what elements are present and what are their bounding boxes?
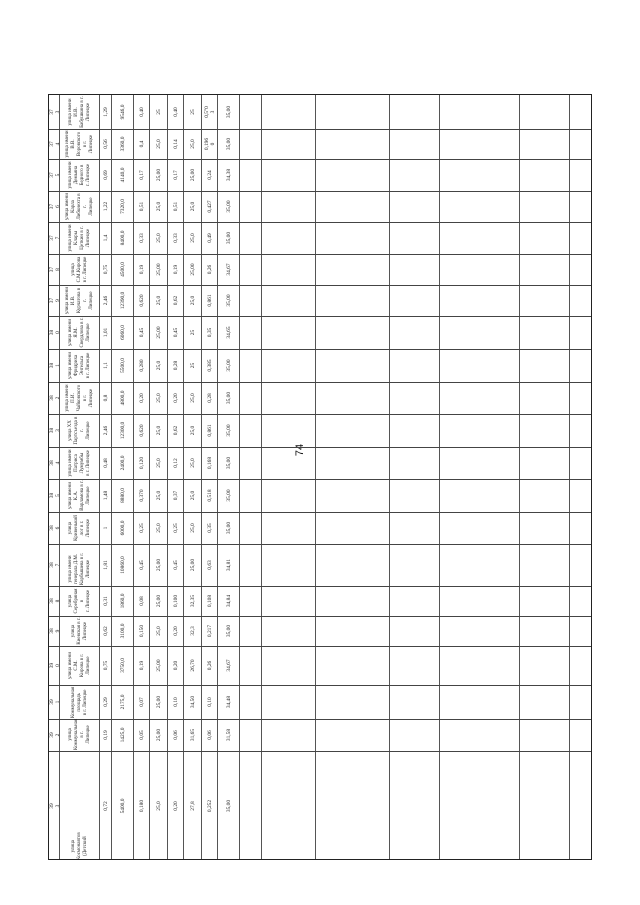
value-cell: 0,180	[139, 799, 145, 813]
row-number-cell: 38 5	[49, 492, 61, 499]
value-cell: 0,45	[173, 327, 179, 338]
value-cell: 2,46	[103, 295, 109, 306]
value-cell: 0,28	[207, 393, 213, 403]
row-number-cell: 38 7	[49, 562, 61, 568]
value-cell: 1,01	[103, 327, 109, 338]
value-cell: 0,45	[139, 560, 145, 570]
value-cell: 0,4	[139, 140, 145, 148]
street-name-cell: улица имени В.В. Воровского в г. Липецке	[65, 130, 94, 158]
value-cell: 25,0	[156, 233, 162, 243]
row-number-cell: 38 1	[49, 362, 61, 369]
value-cell: 0,75	[103, 660, 109, 671]
value-cell: 0,427	[207, 200, 213, 213]
value-cell: 0,51	[139, 201, 145, 212]
value-cell: 0,518	[207, 489, 213, 502]
value-cell: 32,3	[190, 626, 196, 636]
value-cell: 0,168	[207, 456, 213, 470]
value-cell: 0,33	[139, 233, 145, 243]
value-cell: 25,0	[190, 458, 196, 468]
value-cell: 34,67	[226, 263, 232, 276]
value-cell: 35,00	[226, 105, 232, 119]
value-cell: 35,00	[226, 200, 232, 213]
value-cell: 0,49	[207, 233, 213, 243]
value-cell: 35,00	[226, 391, 232, 405]
value-cell: 25	[156, 109, 162, 115]
value-cell: 3100,0	[120, 623, 126, 639]
value-cell: 0,69	[103, 170, 109, 180]
value-cell: 25,00	[190, 168, 196, 182]
row-number-cell: 39 2	[49, 732, 61, 738]
value-cell: 0,08	[139, 596, 145, 606]
street-name-cell: улица имени Карла Либкнехта в г. Липецке	[65, 193, 94, 221]
value-cell: 25,0	[190, 201, 196, 212]
value-cell: 34,38	[226, 168, 232, 182]
street-name-cell: улица имени С.М. Кирова в г. Липецке	[68, 652, 91, 680]
value-cell: 25,0	[156, 425, 162, 436]
row-number-cell: 37 9	[49, 297, 61, 304]
street-name-cell: улица Космонавтов (Детский	[71, 832, 88, 860]
value-cell: 25,00	[190, 263, 196, 276]
value-cell: 25,0	[156, 801, 162, 811]
value-cell: 27,8	[190, 801, 196, 811]
value-cell: 25,00	[190, 558, 196, 572]
value-cell: 4140,0	[120, 167, 126, 183]
value-cell: 25,00	[156, 594, 162, 608]
value-cell: 34,65	[226, 326, 232, 339]
row-number-cell: 37 7	[49, 235, 61, 241]
row-number-cell: 39 0	[49, 662, 61, 669]
value-cell: 25	[190, 109, 196, 115]
value-cell: 25,0	[156, 490, 162, 501]
value-cell: 0,620	[139, 424, 145, 437]
street-name-cell: улица С.М.Кирова в г. Липецке	[71, 256, 88, 283]
value-cell: 0,35	[207, 327, 213, 338]
row-number-cell: 38 8	[49, 598, 61, 604]
value-cell: 35,00	[226, 799, 232, 813]
value-cell: 35,00	[226, 137, 232, 151]
data-table	[48, 94, 592, 860]
street-name-cell: улица Кривенький лог в г. Липецке	[68, 515, 91, 541]
value-cell: 1860,0	[120, 593, 126, 609]
column-divider	[519, 95, 520, 859]
value-cell: 0,108	[207, 594, 213, 608]
value-cell: 0,861	[207, 424, 213, 437]
value-cell: 1,48	[103, 490, 109, 501]
value-cell: 0,25	[139, 523, 145, 533]
value-cell: 0,05	[139, 730, 145, 740]
value-cell: 35,00	[226, 231, 232, 245]
value-cell: 0,14	[173, 139, 179, 149]
value-cell: 25,0	[190, 233, 196, 243]
row-number-cell: 38 2	[49, 395, 61, 401]
value-cell: 0,75	[103, 264, 109, 275]
value-cell: 0,35	[207, 523, 213, 533]
value-cell: 31,58	[226, 728, 232, 742]
value-cell: 12300,0	[120, 421, 126, 440]
row-number-cell: 38 9	[49, 628, 61, 634]
value-cell: 0,100	[173, 594, 179, 608]
row-number-cell: 37 8	[49, 266, 61, 273]
value-cell: 3750,0	[120, 658, 126, 673]
value-cell: 5400,0	[120, 798, 126, 814]
value-cell: 0,280	[139, 359, 145, 372]
street-name-cell: улица имени П.И. Чайковского в г. Липецке	[65, 384, 94, 412]
value-cell: 34,81	[226, 558, 232, 572]
street-name-cell: улица имени И.В. Курчатова в г. Липецке	[65, 287, 94, 315]
value-cell: 0,150	[139, 624, 145, 638]
street-name-cell: улица Коммунальная в г. Липецке	[68, 718, 91, 750]
value-cell: 34,84	[226, 594, 232, 608]
value-cell: 0,620	[139, 294, 145, 307]
value-cell: 2,46	[103, 425, 109, 436]
page-number: 74	[294, 443, 306, 457]
value-cell: 1	[103, 526, 109, 530]
value-cell: 0,385	[207, 359, 213, 372]
value-cell: 0,56	[103, 139, 109, 149]
value-cell: 0,40	[173, 107, 179, 117]
value-cell: 26,70	[190, 659, 196, 672]
value-cell: 0,07	[139, 697, 145, 707]
value-cell: 0,45	[173, 560, 179, 570]
value-cell: 25	[190, 329, 196, 336]
value-cell: 0,33	[173, 233, 179, 243]
value-cell: 3360,0	[120, 136, 126, 152]
value-cell: 1,4	[103, 234, 109, 242]
value-cell: 25,00	[156, 168, 162, 182]
value-cell: 25,0	[156, 295, 162, 306]
value-cell: 34,67	[226, 659, 232, 672]
value-cell: 5500,0	[120, 358, 126, 373]
value-cell: 25,0	[190, 490, 196, 501]
value-cell: 0,06	[173, 730, 179, 740]
street-name-cell: улица имени Патриса Лумумбы в г. Липецке	[68, 449, 91, 477]
row-number-cell: 37 4	[49, 141, 61, 147]
street-name-cell: улица имени генерала Д.М. Карбышева в г. Липецке	[68, 552, 91, 585]
value-cell: 35,00	[226, 489, 232, 502]
value-cell: 0,25	[173, 523, 179, 533]
street-name-cell: улица XX Партсъезда в г. Липецке	[68, 416, 91, 445]
value-cell: 25,0	[156, 458, 162, 468]
column-divider	[569, 95, 570, 859]
value-cell: 4500,0	[120, 262, 126, 277]
row-number-cell: 38 6	[49, 525, 61, 531]
value-cell: 0,62	[173, 295, 179, 306]
value-cell: 31,65	[190, 728, 196, 742]
value-cell: 4800,0	[120, 390, 126, 406]
value-cell: 0,120	[139, 456, 145, 470]
value-cell: 9546,0	[120, 104, 126, 120]
row-number-cell: 37 6	[49, 203, 61, 210]
value-cell: 0,19	[173, 264, 179, 275]
value-cell: 0,45	[139, 327, 145, 338]
value-cell: 0,31	[103, 596, 109, 606]
value-cell: 34,50	[190, 695, 196, 709]
value-cell: 25,00	[156, 326, 162, 339]
column-divider	[315, 95, 316, 859]
value-cell: 0,19	[139, 660, 145, 671]
row-number-cell: 37 5	[49, 172, 61, 178]
value-cell: 0,62	[103, 626, 109, 636]
row-number-cell: 38 4	[49, 460, 61, 466]
value-cell: 25,0	[156, 201, 162, 212]
value-cell: 1,22	[103, 201, 109, 212]
row-number-cell: 38 0	[49, 329, 61, 336]
value-cell: 0,5°0 3	[204, 106, 216, 118]
value-cell: 0,196 0	[204, 137, 216, 151]
value-cell: 35,00	[226, 624, 232, 638]
value-cell: 0,20	[173, 393, 179, 403]
street-name-cell: улица имени К.А. Варламова в г. Липецке	[68, 480, 91, 511]
value-cell: 25,0	[156, 139, 162, 149]
value-cell: 25,0	[156, 360, 162, 371]
value-cell: 12390,0	[120, 291, 126, 310]
value-cell: 0,12	[173, 458, 179, 468]
street-name-cell: улица имени Клары Цеткин в г. Липецке	[68, 224, 91, 252]
value-cell: 0,62	[173, 425, 179, 436]
value-cell: 0,51	[173, 201, 179, 212]
value-cell: 1,1	[103, 362, 109, 369]
value-cell: 0,17	[173, 170, 179, 180]
column-divider	[439, 95, 440, 859]
value-cell: 0,17	[139, 170, 145, 180]
value-cell: 0,20	[173, 626, 179, 636]
value-cell: 25,00	[156, 558, 162, 572]
value-cell: 6060,0	[120, 325, 126, 340]
value-cell: 0,48	[103, 458, 109, 468]
value-cell: 0,370	[139, 489, 145, 502]
value-cell: 35,00	[226, 424, 232, 437]
street-name-cell: улица имени Демьяна Бедного в г. Липецке	[68, 161, 91, 189]
value-cell: 0,26	[207, 264, 213, 275]
value-cell: 25,0	[156, 523, 162, 533]
value-cell: 0,10	[173, 697, 179, 707]
row-number-cell: 39 3	[49, 803, 61, 809]
value-cell: 8400,0	[120, 230, 126, 246]
column-divider	[389, 95, 390, 859]
value-cell: 0,8	[103, 394, 109, 402]
value-cell: 0,29	[103, 697, 109, 707]
value-cell: 0,217	[207, 624, 213, 638]
value-cell: 10860,0	[120, 556, 126, 574]
row-number-cell: 39 1	[49, 699, 61, 705]
street-name-cell: улица имени Фридриха Энгельса в г. Липецке	[68, 352, 91, 380]
value-cell: 1,29	[103, 107, 109, 117]
value-cell: 0,24	[207, 170, 213, 180]
value-cell: 35,00	[226, 456, 232, 470]
value-cell: 0,63	[207, 560, 213, 570]
value-cell: 8880,0	[120, 488, 126, 503]
value-cell: 25,00	[156, 728, 162, 742]
value-cell: 34,48	[226, 695, 232, 709]
value-cell: 35,00	[226, 521, 232, 535]
street-name-cell: улица имени И.В. Бабушкина в г. Липецке	[68, 96, 91, 128]
value-cell: 0,20	[173, 801, 179, 811]
street-name-cell: улица Киевская в г. Липецке	[71, 617, 88, 645]
value-cell: 0,252	[207, 799, 213, 813]
value-cell: 25,00	[156, 263, 162, 276]
value-cell: 0,20	[173, 660, 179, 671]
row-number-cell: 38 3	[49, 427, 61, 434]
value-cell: 0,37	[173, 490, 179, 501]
value-cell: 0,28	[173, 360, 179, 371]
value-cell: 0,20	[139, 393, 145, 403]
value-cell: 0,72	[103, 801, 109, 811]
column-divider	[261, 95, 262, 859]
value-cell: 1425,0	[120, 727, 126, 743]
value-cell: 0,10	[207, 697, 213, 707]
value-cell: 0,19	[139, 264, 145, 275]
street-name-cell: улица имени Я.М. Свердлова в г. Липецке	[68, 317, 91, 348]
value-cell: 1,81	[103, 560, 109, 570]
value-cell: 25	[190, 362, 196, 369]
value-cell: 0,06	[207, 730, 213, 740]
value-cell: 0,40	[139, 107, 145, 117]
row-number-cell: 37 3	[49, 109, 61, 115]
value-cell: 25,0	[190, 523, 196, 533]
value-cell: 35,00	[226, 359, 232, 372]
value-cell: 32,35	[190, 594, 196, 608]
value-cell: 7320,0	[120, 199, 126, 214]
street-name-cell: улица Серебряная в г. Липецке	[68, 588, 91, 614]
value-cell: 0,19	[103, 730, 109, 740]
street-name-cell: Коммунальная площадь в г. Липецке	[71, 686, 88, 718]
value-cell: 25,00	[156, 659, 162, 672]
value-cell: 25,00	[156, 695, 162, 709]
value-cell: 25,0	[156, 626, 162, 636]
value-cell: 25,0	[190, 139, 196, 149]
value-cell: 0,26	[207, 660, 213, 671]
value-cell: 2400,0	[120, 455, 126, 471]
value-cell: 0,861	[207, 294, 213, 307]
value-cell: 2175,0	[120, 694, 126, 710]
value-cell: 6000,0	[120, 520, 126, 536]
value-cell: 25,0	[190, 425, 196, 436]
value-cell: 35,00	[226, 294, 232, 307]
value-cell: 25,0	[190, 393, 196, 403]
value-cell: 25,0	[190, 295, 196, 306]
value-cell: 25,0	[156, 393, 162, 403]
